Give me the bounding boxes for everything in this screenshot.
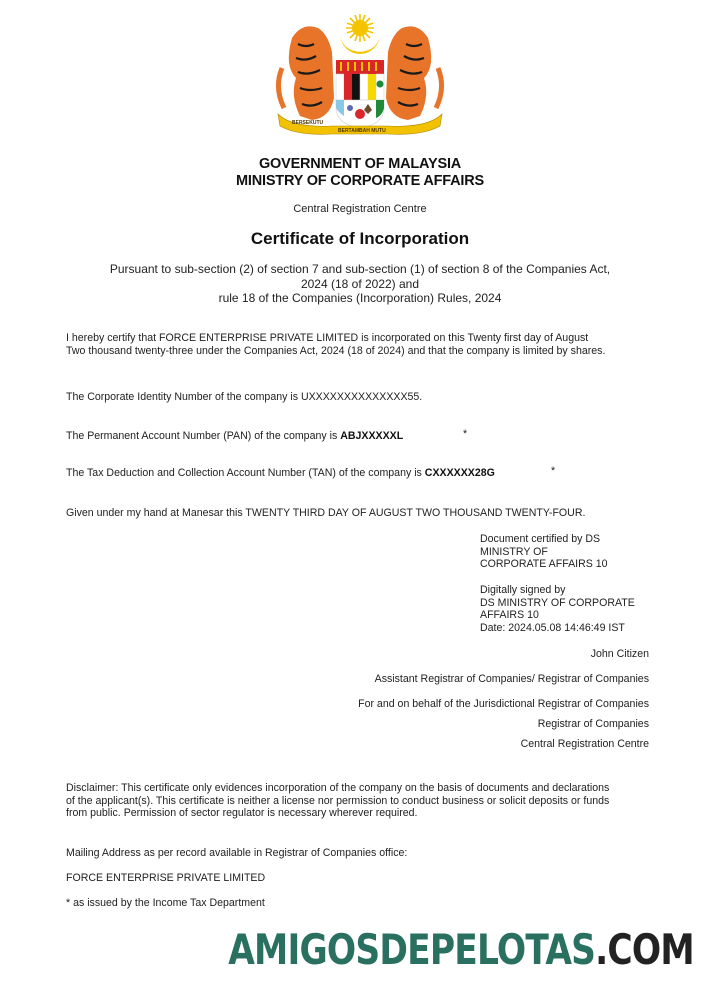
digital-signature-block <box>480 584 635 634</box>
certified-line-1: Document certified by DS <box>480 533 601 545</box>
certified-block <box>480 533 608 571</box>
office-name: Central Registration Centre <box>293 203 427 215</box>
disclaimer-line-2: of the applicant(s). This certificate is neither a license nor permission to conduct business or solicit deposits or funds <box>66 794 610 807</box>
behalf-line: For and on behalf of the Jurisdictional Registrar of Companies <box>358 698 649 710</box>
pan-label: The Permanent Account Number (PAN) of the company is <box>66 430 341 442</box>
disclaimer-line-3: from public. Permission of sector regulator is necessary wherever required. <box>66 807 418 819</box>
disclaimer-line-1: Disclaimer: This certificate only evidences incorporation of the company on the basis of documents and declarations <box>66 782 610 794</box>
signatory-role: Assistant Registrar of Companies/ Registrar of Companies <box>374 673 649 685</box>
coat-of-arms-emblem <box>272 8 448 136</box>
pan-statement <box>66 428 468 443</box>
pursuant-clause <box>0 262 720 306</box>
tan-value: CXXXXXX28G <box>424 467 495 479</box>
watermark-main: AMIGOSDEPELOTAS <box>228 925 596 974</box>
mailing-address-label: Mailing Address as per record available in Registrar of Companies office: <box>66 847 408 859</box>
certified-line-2: MINISTRY OF <box>480 545 548 558</box>
site-watermark <box>228 924 694 976</box>
signed-date: Date: 2024.05.08 14:46:49 IST <box>480 621 625 634</box>
tan-footnote-mark: * <box>551 465 556 477</box>
pursuant-line-1: Pursuant to sub-section (2) of section 7 and sub-section (1) of section 8 of the Companies Act, <box>109 262 611 276</box>
centre-line: Central Registration Centre <box>520 738 649 750</box>
tan-label: The Tax Deduction and Collection Account Number (TAN) of the company is <box>66 467 425 479</box>
given-statement: Given under my hand at Manesar this TWENTY THIRD DAY OF AUGUST TWO THOUSAND TWENTY-FOUR. <box>66 507 586 519</box>
signed-line-2: DS MINISTRY OF CORPORATE <box>480 596 635 609</box>
ministry-name: MINISTRY OF CORPORATE AFFAIRS <box>236 173 484 189</box>
government-header <box>0 156 720 190</box>
motto-left-text: BERSEKUTU <box>292 120 324 126</box>
signed-line-3: AFFAIRS 10 <box>480 609 539 621</box>
document-title: Certificate of Incorporation <box>250 229 470 248</box>
tan-statement <box>66 465 556 480</box>
registrar-line: Registrar of Companies <box>537 718 649 730</box>
mailing-company-name: FORCE ENTERPRISE PRIVATE LIMITED <box>66 872 266 884</box>
cin-statement: The Corporate Identity Number of the company is UXXXXXXXXXXXXXX55. <box>66 391 423 403</box>
certify-line-1: I hereby certify that FORCE ENTERPRISE PRIVATE LIMITED is incorporated on this Twenty first day of August <box>66 332 589 344</box>
pan-footnote-mark: * <box>463 428 468 440</box>
signed-line-1: Digitally signed by <box>480 584 566 596</box>
motto-center-text: BERTAMBAH MUTU <box>338 128 386 134</box>
signatory-name: John Citizen <box>590 648 649 660</box>
government-name: GOVERNMENT OF MALAYSIA <box>258 156 462 172</box>
certify-line-2: Two thousand twenty-three under the Companies Act, 2024 (18 of 2024) and that the company is limited by shares. <box>66 344 606 357</box>
certification-statement <box>66 332 605 357</box>
pursuant-line-3: rule 18 of the Companies (Incorporation) Rules, 2024 <box>218 291 502 305</box>
watermark-suffix: .COM <box>595 925 694 974</box>
pursuant-line-2: 2024 (18 of 2022) and <box>300 276 420 291</box>
certified-line-3: CORPORATE AFFAIRS 10 <box>480 558 608 570</box>
disclaimer <box>66 782 609 820</box>
malaysia-coat-of-arms-icon <box>272 8 448 136</box>
footnote: * as issued by the Income Tax Department <box>66 897 265 909</box>
pan-value: ABJXXXXXL <box>340 430 404 442</box>
